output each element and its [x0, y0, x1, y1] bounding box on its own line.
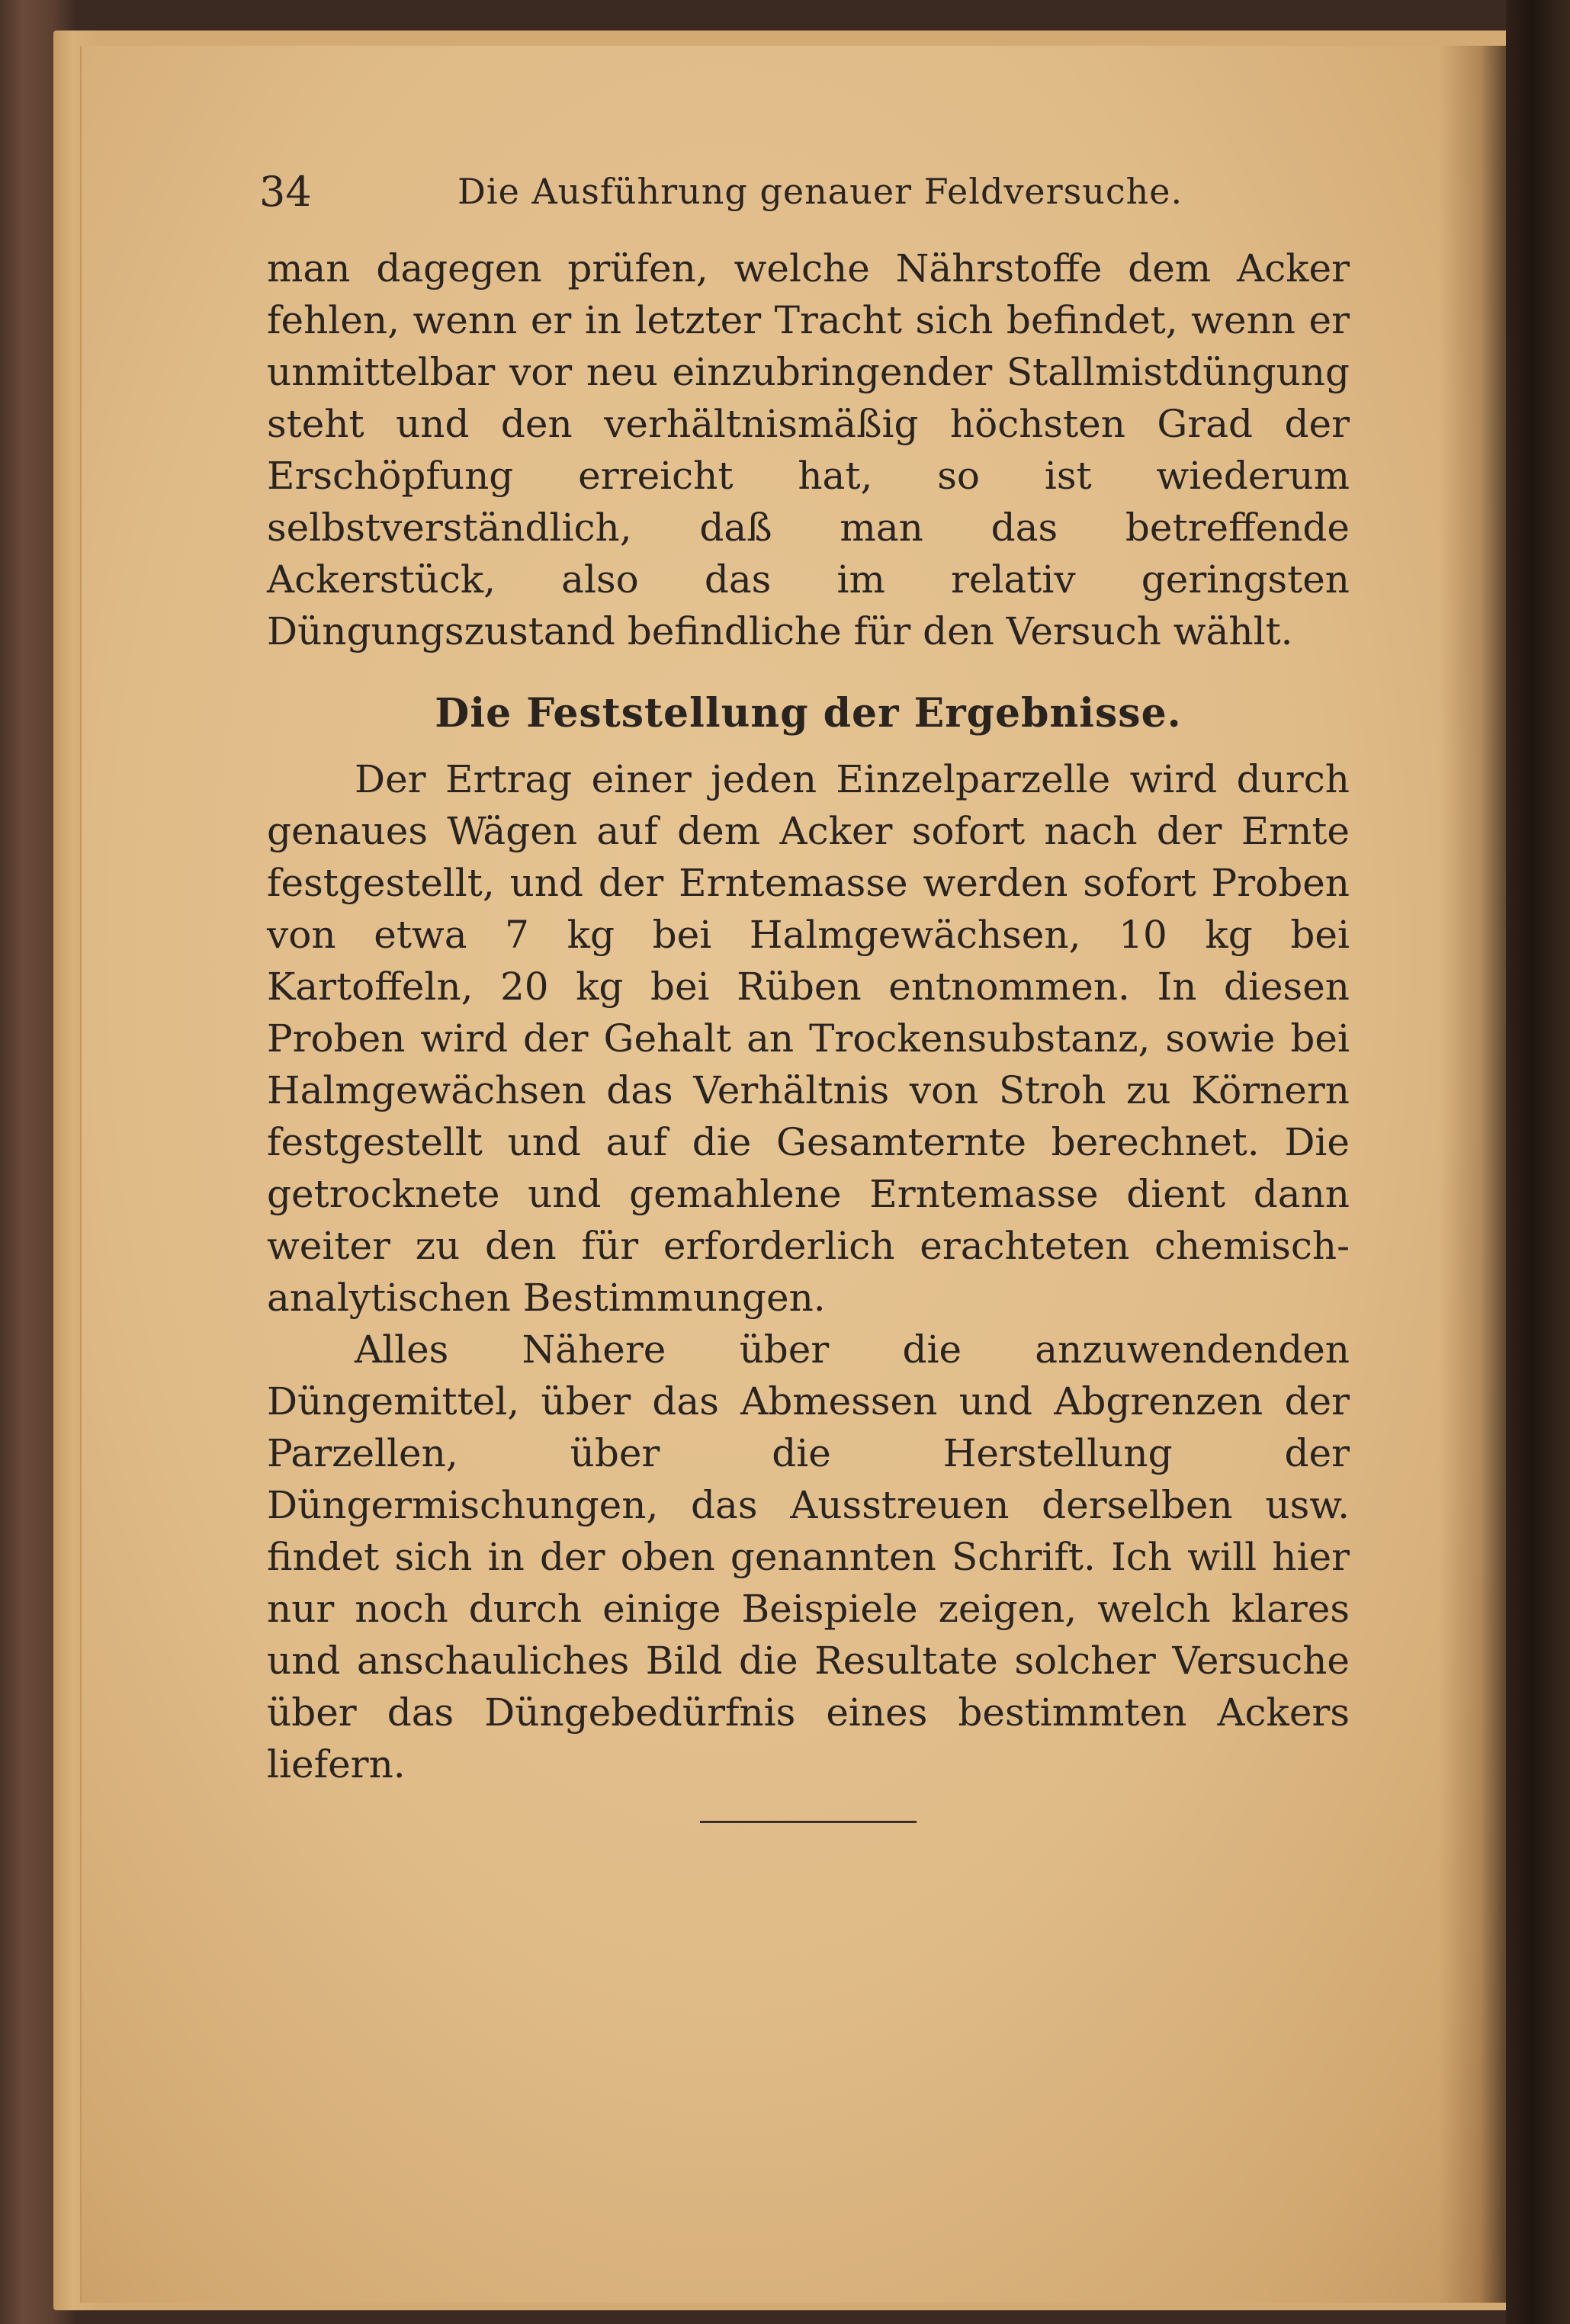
- paragraph-continuation: man dagegen prüfen, welche Nährstoffe dem Acker fehlen, wenn er in letzter Tracht sich befindet, wenn er unmittelbar vor neu einzubringender Stallmistdüngung steht und den verhältnismäßig höchsten Grad der Erschöpfung erreicht hat, so ist wiederum selbstverständlich, daß man das betreffende Ackerstück, also das im relativ geringsten Düngungszustand befindliche für den Versuch wählt.: [267, 246, 1350, 653]
- paragraph-results: Der Ertrag einer jeden Einzelparzelle wird durch genaues Wägen auf dem Acker sofort nach der Ernte festgestellt, und der Erntemasse werden sofort Proben von etwa 7 kg bei Halmgewächsen, 10 kg bei Kartoffeln, 20 kg bei Rüben entnommen. In diesen Proben wird der Gehalt an Trockensubstanz, sowie bei Halmgewächsen das Verhältnis von Stroh zu Körnern festgestellt und auf die Gesamternte berechnet. Die getrocknete und gemahlene Erntemasse dient dann weiter zu den für erforderlich erachteten chemisch-analytischen Bestimmungen.: [267, 757, 1350, 1320]
- chapter-end-rule: [700, 1821, 917, 1823]
- binding-strip: [1506, 0, 1570, 2324]
- page-gutter-shadow: [1439, 46, 1507, 2303]
- section-heading: Die Feststellung der Ergebnisse.: [435, 690, 1182, 737]
- page-number: 34: [259, 168, 312, 216]
- running-title: Die Ausführung genauer Feldversuche.: [458, 171, 1183, 212]
- paragraph-closing: Alles Nähere über die anzuwendenden Düngemittel, über das Abmessen und Abgrenzen der Parzellen, über die Herstellung der Düngermischungen, das Ausstreuen derselben usw. findet sich in der oben genannten Schrift. Ich will hier nur noch durch einige Beispiele zeigen, welch klares und anschauliches Bild die Resultate solcher Versuche über das Düngebedürfnis eines bestimmten Ackers liefern.: [267, 1327, 1350, 1786]
- page-body: [267, 242, 1350, 1790]
- page-header: [259, 160, 1296, 221]
